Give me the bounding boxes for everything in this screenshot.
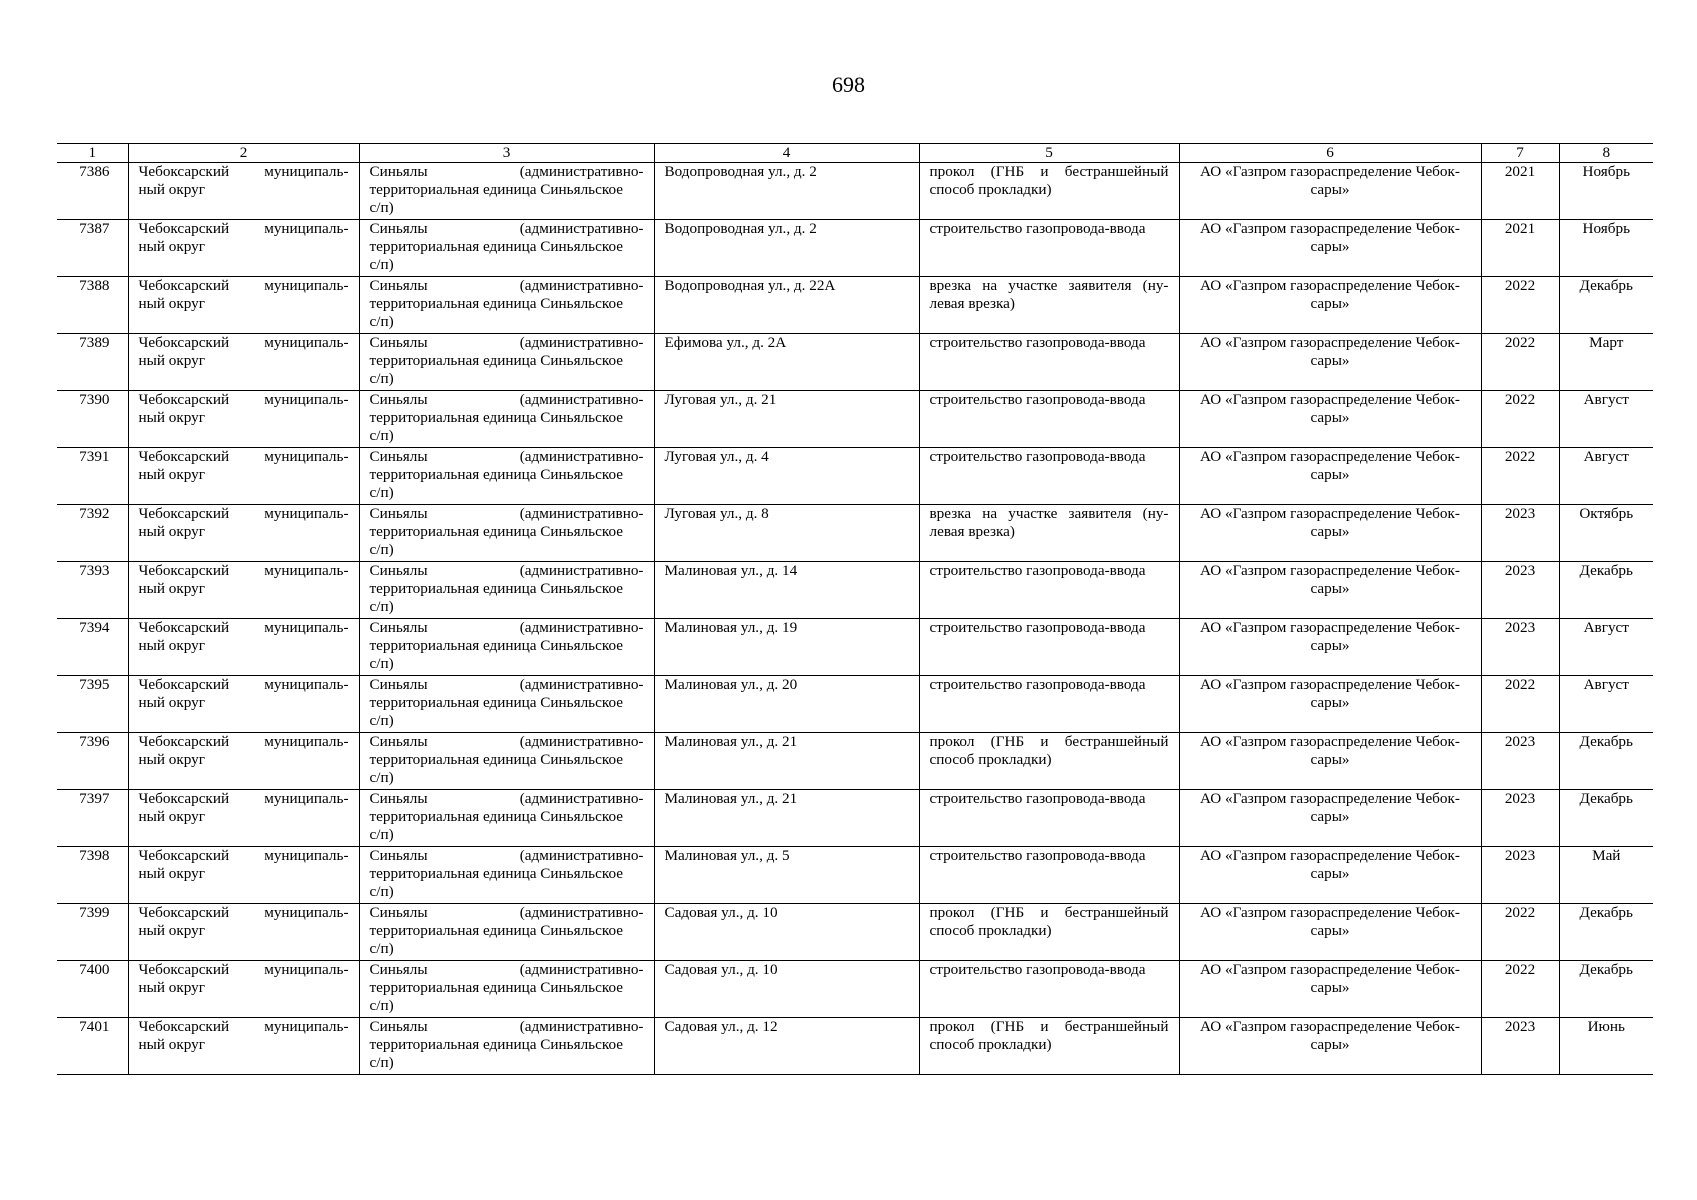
place-text: территориальная единица Синьяльское (369, 409, 623, 426)
month-cell: Май (1559, 847, 1653, 904)
year-cell: 2022 (1481, 448, 1559, 505)
table-row (57, 961, 1653, 1018)
address-cell: Малиновая ул., д. 14 (654, 562, 919, 619)
place-line (370, 676, 644, 694)
address-cell: Луговая ул., д. 4 (654, 448, 919, 505)
municipality-text: муниципаль- (264, 904, 349, 921)
operator-cell: АО «Газпром газораспределение Чебок-сары» (1179, 163, 1481, 220)
place-text: территориальная единица Синьяльское (369, 694, 623, 711)
address-cell: Садовая ул., д. 12 (654, 1018, 919, 1075)
municipality-text: муниципаль- (264, 391, 349, 408)
place-text: Синьялы (369, 676, 428, 693)
work-type-cell: строительство газопровода-ввода (919, 562, 1179, 619)
municipality-line (139, 676, 349, 694)
place-text: территориальная единица Синьяльское (369, 865, 623, 882)
place-text: Синьялы (369, 904, 428, 921)
municipality-text: ный округ (138, 1036, 205, 1053)
municipality-text: ный округ (138, 751, 205, 768)
month-cell: Декабрь (1559, 562, 1653, 619)
year-cell: 2022 (1481, 904, 1559, 961)
municipality-text: муниципаль- (264, 790, 349, 807)
table-row (57, 391, 1653, 448)
work-type-cell: строительство газопровода-ввода (919, 220, 1179, 277)
place-text: (административно- (519, 790, 644, 807)
table-row (57, 277, 1653, 334)
place-text: (административно- (519, 562, 644, 579)
column-header: 2 (128, 144, 359, 163)
month-cell: Август (1559, 391, 1653, 448)
place-text: территориальная единица Синьяльское (369, 979, 623, 996)
place-text: с/п) (369, 199, 394, 216)
municipality-text: Чебоксарский (138, 904, 230, 921)
municipality-line (139, 733, 349, 751)
row-number: 7388 (57, 277, 128, 334)
year-cell: 2022 (1481, 277, 1559, 334)
municipality-text: Чебоксарский (138, 619, 230, 636)
year-cell: 2022 (1481, 961, 1559, 1018)
place-text: (административно- (519, 961, 644, 978)
work-type-cell: строительство газопровода-ввода (919, 790, 1179, 847)
municipality-line (139, 619, 349, 637)
municipality-text: ный округ (138, 580, 205, 597)
municipality-line (139, 847, 349, 865)
place-text: территориальная единица Синьяльское (369, 466, 623, 483)
municipality-text: муниципаль- (264, 961, 349, 978)
place-cell (359, 505, 654, 562)
place-text: Синьялы (369, 334, 428, 351)
row-number: 7401 (57, 1018, 128, 1075)
place-text: с/п) (369, 997, 394, 1014)
row-number: 7387 (57, 220, 128, 277)
place-cell (359, 334, 654, 391)
municipality-cell (128, 391, 359, 448)
municipality-text: муниципаль- (264, 163, 349, 180)
municipality-text: Чебоксарский (138, 448, 230, 465)
municipality-text: ный округ (138, 694, 205, 711)
table-row (57, 847, 1653, 904)
year-cell: 2021 (1481, 163, 1559, 220)
place-cell (359, 391, 654, 448)
year-cell: 2023 (1481, 619, 1559, 676)
municipality-cell (128, 961, 359, 1018)
address-cell: Малиновая ул., д. 21 (654, 733, 919, 790)
address-cell: Луговая ул., д. 8 (654, 505, 919, 562)
operator-cell: АО «Газпром газораспределение Чебок-сары» (1179, 961, 1481, 1018)
place-text: с/п) (369, 484, 394, 501)
place-line (370, 220, 644, 238)
municipality-text: Чебоксарский (138, 391, 230, 408)
place-text: Синьялы (369, 505, 428, 522)
place-line (370, 733, 644, 751)
place-text: с/п) (369, 313, 394, 330)
table-row (57, 163, 1653, 220)
place-text: территориальная единица Синьяльское (369, 808, 623, 825)
place-cell (359, 619, 654, 676)
work-type-cell: прокол (ГНБ и бестраншейный способ прокладки) (919, 163, 1179, 220)
row-number: 7386 (57, 163, 128, 220)
municipality-line (139, 790, 349, 808)
place-text: с/п) (369, 598, 394, 615)
place-text: (административно- (519, 1018, 644, 1035)
municipality-text: ный округ (138, 637, 205, 654)
place-cell (359, 562, 654, 619)
place-line (370, 391, 644, 409)
place-line (370, 448, 644, 466)
municipality-text: Чебоксарский (138, 733, 230, 750)
column-header: 6 (1179, 144, 1481, 163)
municipality-text: Чебоксарский (138, 1018, 230, 1035)
place-text: (административно- (519, 391, 644, 408)
place-cell (359, 961, 654, 1018)
place-cell (359, 448, 654, 505)
municipality-line (139, 904, 349, 922)
place-line (370, 904, 644, 922)
place-text: (административно- (519, 619, 644, 636)
place-text: с/п) (369, 541, 394, 558)
month-cell: Август (1559, 619, 1653, 676)
place-text: Синьялы (369, 562, 428, 579)
work-type-cell: строительство газопровода-ввода (919, 334, 1179, 391)
place-text: (административно- (519, 847, 644, 864)
operator-cell: АО «Газпром газораспределение Чебок-сары» (1179, 1018, 1481, 1075)
place-text: Синьялы (369, 961, 428, 978)
municipality-line (139, 334, 349, 352)
work-type-cell: строительство газопровода-ввода (919, 847, 1179, 904)
place-text: (административно- (519, 163, 644, 180)
municipality-line (139, 220, 349, 238)
municipality-text: Чебоксарский (138, 847, 230, 864)
municipality-text: муниципаль- (264, 334, 349, 351)
operator-cell: АО «Газпром газораспределение Чебок-сары» (1179, 505, 1481, 562)
operator-cell: АО «Газпром газораспределение Чебок-сары» (1179, 562, 1481, 619)
municipality-cell (128, 562, 359, 619)
municipality-text: муниципаль- (264, 619, 349, 636)
municipality-text: муниципаль- (264, 220, 349, 237)
place-cell (359, 790, 654, 847)
municipality-cell (128, 1018, 359, 1075)
place-text: с/п) (369, 826, 394, 843)
gas-connection-table (57, 143, 1653, 1075)
operator-cell: АО «Газпром газораспределение Чебок-сары» (1179, 277, 1481, 334)
place-text: Синьялы (369, 847, 428, 864)
row-number: 7396 (57, 733, 128, 790)
municipality-line (139, 562, 349, 580)
work-type-cell: прокол (ГНБ и бестраншейный способ прокладки) (919, 733, 1179, 790)
place-cell (359, 676, 654, 733)
work-type-cell: строительство газопровода-ввода (919, 448, 1179, 505)
municipality-cell (128, 505, 359, 562)
place-text: (административно- (519, 505, 644, 522)
row-number: 7395 (57, 676, 128, 733)
work-type-cell: прокол (ГНБ и бестраншейный способ прокладки) (919, 904, 1179, 961)
month-cell: Декабрь (1559, 733, 1653, 790)
month-cell: Ноябрь (1559, 220, 1653, 277)
municipality-text: Чебоксарский (138, 790, 230, 807)
municipality-line (139, 391, 349, 409)
month-cell: Август (1559, 676, 1653, 733)
place-text: территориальная единица Синьяльское (369, 637, 623, 654)
address-cell: Малиновая ул., д. 5 (654, 847, 919, 904)
place-text: Синьялы (369, 277, 428, 294)
place-cell (359, 220, 654, 277)
place-line (370, 847, 644, 865)
municipality-text: ный округ (138, 181, 205, 198)
month-cell: Ноябрь (1559, 163, 1653, 220)
municipality-text: муниципаль- (264, 733, 349, 750)
address-cell: Садовая ул., д. 10 (654, 904, 919, 961)
row-number: 7400 (57, 961, 128, 1018)
place-text: Синьялы (369, 220, 428, 237)
municipality-cell (128, 334, 359, 391)
place-text: с/п) (369, 370, 394, 387)
operator-cell: АО «Газпром газораспределение Чебок-сары» (1179, 904, 1481, 961)
month-cell: Декабрь (1559, 961, 1653, 1018)
place-text: (административно- (519, 277, 644, 294)
work-type-cell: прокол (ГНБ и бестраншейный способ прокладки) (919, 1018, 1179, 1075)
address-cell: Луговая ул., д. 21 (654, 391, 919, 448)
table-row (57, 904, 1653, 961)
place-text: Синьялы (369, 619, 428, 636)
municipality-line (139, 505, 349, 523)
municipality-text: муниципаль- (264, 277, 349, 294)
operator-cell: АО «Газпром газораспределение Чебок-сары» (1179, 676, 1481, 733)
municipality-cell (128, 847, 359, 904)
year-cell: 2022 (1481, 334, 1559, 391)
municipality-text: ный округ (138, 409, 205, 426)
year-cell: 2023 (1481, 562, 1559, 619)
municipality-text: ный округ (138, 352, 205, 369)
municipality-text: Чебоксарский (138, 277, 230, 294)
place-cell (359, 1018, 654, 1075)
row-number: 7393 (57, 562, 128, 619)
place-text: с/п) (369, 883, 394, 900)
place-line (370, 277, 644, 295)
municipality-text: ный округ (138, 979, 205, 996)
table-row (57, 562, 1653, 619)
column-header: 8 (1559, 144, 1653, 163)
operator-cell: АО «Газпром газораспределение Чебок-сары» (1179, 391, 1481, 448)
municipality-text: ный округ (138, 295, 205, 312)
column-header: 7 (1481, 144, 1559, 163)
municipality-text: Чебоксарский (138, 562, 230, 579)
table-row (57, 1018, 1653, 1075)
municipality-cell (128, 676, 359, 733)
address-cell: Водопроводная ул., д. 22А (654, 277, 919, 334)
year-cell: 2023 (1481, 1018, 1559, 1075)
place-text: Синьялы (369, 163, 428, 180)
place-line (370, 790, 644, 808)
work-type-cell: строительство газопровода-ввода (919, 961, 1179, 1018)
row-number: 7390 (57, 391, 128, 448)
place-text: территориальная единица Синьяльское (369, 922, 623, 939)
municipality-cell (128, 448, 359, 505)
municipality-cell (128, 733, 359, 790)
municipality-line (139, 961, 349, 979)
operator-cell: АО «Газпром газораспределение Чебок-сары» (1179, 790, 1481, 847)
municipality-text: ный округ (138, 865, 205, 882)
place-text: Синьялы (369, 391, 428, 408)
column-number-row (57, 144, 1653, 163)
table-row (57, 790, 1653, 847)
address-cell: Малиновая ул., д. 20 (654, 676, 919, 733)
month-cell: Март (1559, 334, 1653, 391)
month-cell: Июнь (1559, 1018, 1653, 1075)
place-text: с/п) (369, 427, 394, 444)
municipality-line (139, 448, 349, 466)
operator-cell: АО «Газпром газораспределение Чебок-сары» (1179, 220, 1481, 277)
row-number: 7399 (57, 904, 128, 961)
month-cell: Декабрь (1559, 277, 1653, 334)
municipality-text: муниципаль- (264, 448, 349, 465)
municipality-text: ный округ (138, 466, 205, 483)
table-row (57, 448, 1653, 505)
municipality-cell (128, 619, 359, 676)
municipality-text: Чебоксарский (138, 676, 230, 693)
place-text: (административно- (519, 334, 644, 351)
place-text: с/п) (369, 940, 394, 957)
municipality-line (139, 1018, 349, 1036)
place-text: территориальная единица Синьяльское (369, 751, 623, 768)
place-text: (административно- (519, 448, 644, 465)
row-number: 7392 (57, 505, 128, 562)
place-text: (административно- (519, 676, 644, 693)
page-number: 698 (832, 72, 865, 97)
place-line (370, 961, 644, 979)
column-header: 3 (359, 144, 654, 163)
year-cell: 2022 (1481, 676, 1559, 733)
year-cell: 2022 (1481, 391, 1559, 448)
work-type-cell: строительство газопровода-ввода (919, 676, 1179, 733)
work-type-cell: строительство газопровода-ввода (919, 391, 1179, 448)
place-text: с/п) (369, 1054, 394, 1071)
month-cell: Октябрь (1559, 505, 1653, 562)
municipality-text: муниципаль- (264, 676, 349, 693)
place-cell (359, 733, 654, 790)
place-text: Синьялы (369, 733, 428, 750)
year-cell: 2023 (1481, 505, 1559, 562)
column-header: 1 (57, 144, 128, 163)
place-line (370, 1018, 644, 1036)
month-cell: Декабрь (1559, 790, 1653, 847)
column-header: 5 (919, 144, 1179, 163)
table-row (57, 334, 1653, 391)
place-text: Синьялы (369, 448, 428, 465)
place-text: с/п) (369, 655, 394, 672)
operator-cell: АО «Газпром газораспределение Чебок-сары» (1179, 847, 1481, 904)
address-cell: Ефимова ул., д. 2А (654, 334, 919, 391)
table-row (57, 619, 1653, 676)
place-text: территориальная единица Синьяльское (369, 181, 623, 198)
municipality-text: Чебоксарский (138, 220, 230, 237)
row-number: 7391 (57, 448, 128, 505)
year-cell: 2023 (1481, 733, 1559, 790)
place-cell (359, 277, 654, 334)
table-row (57, 676, 1653, 733)
place-text: с/п) (369, 712, 394, 729)
place-cell (359, 847, 654, 904)
place-text: территориальная единица Синьяльское (369, 523, 623, 540)
municipality-cell (128, 904, 359, 961)
row-number: 7394 (57, 619, 128, 676)
municipality-text: ный округ (138, 808, 205, 825)
address-cell: Водопроводная ул., д. 2 (654, 163, 919, 220)
municipality-line (139, 277, 349, 295)
table-row (57, 733, 1653, 790)
operator-cell: АО «Газпром газораспределение Чебок-сары» (1179, 334, 1481, 391)
municipality-text: ный округ (138, 922, 205, 939)
place-text: с/п) (369, 769, 394, 786)
table-row (57, 220, 1653, 277)
place-text: (административно- (519, 904, 644, 921)
work-type-cell: строительство газопровода-ввода (919, 619, 1179, 676)
work-type-cell: врезка на участке заявителя (ну-левая врезка) (919, 277, 1179, 334)
municipality-text: муниципаль- (264, 505, 349, 522)
municipality-text: муниципаль- (264, 1018, 349, 1035)
address-cell: Водопроводная ул., д. 2 (654, 220, 919, 277)
year-cell: 2023 (1481, 790, 1559, 847)
place-line (370, 334, 644, 352)
year-cell: 2021 (1481, 220, 1559, 277)
place-line (370, 505, 644, 523)
column-header: 4 (654, 144, 919, 163)
address-cell: Садовая ул., д. 10 (654, 961, 919, 1018)
work-type-cell: врезка на участке заявителя (ну-левая врезка) (919, 505, 1179, 562)
place-text: территориальная единица Синьяльское (369, 352, 623, 369)
place-cell (359, 163, 654, 220)
year-cell: 2023 (1481, 847, 1559, 904)
operator-cell: АО «Газпром газораспределение Чебок-сары» (1179, 619, 1481, 676)
place-cell (359, 904, 654, 961)
month-cell: Декабрь (1559, 904, 1653, 961)
row-number: 7397 (57, 790, 128, 847)
municipality-text: Чебоксарский (138, 163, 230, 180)
table-row (57, 505, 1653, 562)
row-number: 7389 (57, 334, 128, 391)
municipality-text: муниципаль- (264, 562, 349, 579)
place-text: территориальная единица Синьяльское (369, 295, 623, 312)
municipality-text: ный округ (138, 238, 205, 255)
municipality-text: Чебоксарский (138, 334, 230, 351)
place-text: (административно- (519, 220, 644, 237)
municipality-text: Чебоксарский (138, 505, 230, 522)
place-text: с/п) (369, 256, 394, 273)
place-text: Синьялы (369, 790, 428, 807)
municipality-cell (128, 220, 359, 277)
operator-cell: АО «Газпром газораспределение Чебок-сары» (1179, 448, 1481, 505)
place-line (370, 163, 644, 181)
municipality-line (139, 163, 349, 181)
place-text: (административно- (519, 733, 644, 750)
month-cell: Август (1559, 448, 1653, 505)
municipality-cell (128, 277, 359, 334)
municipality-cell (128, 163, 359, 220)
municipality-text: ный округ (138, 523, 205, 540)
address-cell: Малиновая ул., д. 21 (654, 790, 919, 847)
row-number: 7398 (57, 847, 128, 904)
operator-cell: АО «Газпром газораспределение Чебок-сары» (1179, 733, 1481, 790)
place-text: Синьялы (369, 1018, 428, 1035)
place-text: территориальная единица Синьяльское (369, 580, 623, 597)
address-cell: Малиновая ул., д. 19 (654, 619, 919, 676)
municipality-cell (128, 790, 359, 847)
municipality-text: Чебоксарский (138, 961, 230, 978)
place-text: территориальная единица Синьяльское (369, 1036, 623, 1053)
place-line (370, 562, 644, 580)
place-text: территориальная единица Синьяльское (369, 238, 623, 255)
municipality-text: муниципаль- (264, 847, 349, 864)
place-line (370, 619, 644, 637)
